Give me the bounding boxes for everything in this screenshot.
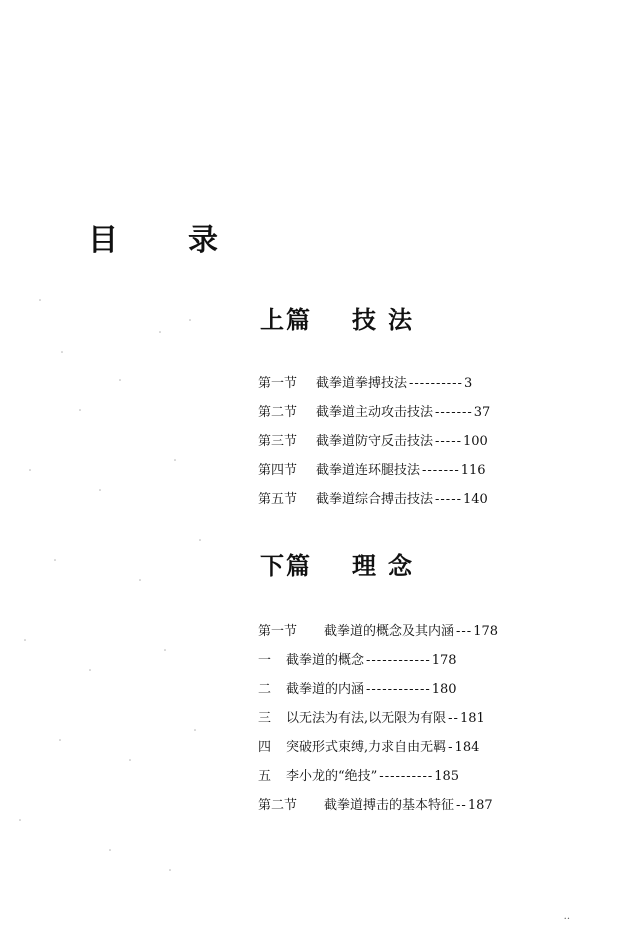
entry-page: 178 <box>431 653 457 668</box>
entry-number: 四 <box>258 740 272 755</box>
entry-title: 截拳道的内涵 <box>286 682 365 697</box>
entry-title: 截拳道主动攻击技法 <box>316 405 434 420</box>
entry-title: 截拳道的概念及其内涵 <box>324 624 455 639</box>
entry-page: 185 <box>434 769 460 784</box>
footer-mark: .. <box>563 911 570 922</box>
entry-number: 第二节 <box>258 798 298 813</box>
entry-number: 二 <box>258 682 272 697</box>
toc-entry[interactable] <box>258 678 578 707</box>
entry-page: 37 <box>473 405 491 420</box>
entry-title: 截拳道拳搏技法 <box>316 376 408 391</box>
toc-entry[interactable] <box>258 488 578 517</box>
part2-heading <box>260 546 424 581</box>
title-char-right: 录 <box>188 223 218 258</box>
part1-list <box>258 372 578 517</box>
entry-number: 第一节 <box>258 376 298 391</box>
entry-title: 以无法为有法,以无限为有限 <box>286 711 447 726</box>
entry-number: 第一节 <box>258 624 298 639</box>
toc-entry[interactable] <box>258 620 578 649</box>
entry-leader: -- <box>456 798 467 813</box>
toc-entry[interactable] <box>258 649 578 678</box>
toc-entry[interactable] <box>258 707 578 736</box>
entry-leader: ------------ <box>366 682 431 697</box>
entry-leader: ---------- <box>409 376 463 391</box>
entry-leader: -- <box>448 711 459 726</box>
entry-number: 三 <box>258 711 272 726</box>
entry-leader: ------------ <box>366 653 431 668</box>
entry-number: 一 <box>258 653 272 668</box>
entry-page: 180 <box>431 682 457 697</box>
entry-page: 3 <box>463 376 473 391</box>
entry-leader: ---------- <box>379 769 434 784</box>
entry-title: 截拳道搏击的基本特征 <box>324 798 455 813</box>
entry-number: 第四节 <box>258 463 298 478</box>
entry-leader: ------- <box>422 463 460 478</box>
entry-number: 五 <box>258 769 272 784</box>
entry-title: 李小龙的“绝技” <box>286 769 378 784</box>
entry-title: 截拳道的概念 <box>286 653 365 668</box>
entry-page: 100 <box>462 434 488 449</box>
toc-entry[interactable] <box>258 736 578 765</box>
entry-leader: - <box>448 740 454 755</box>
entry-page: 187 <box>467 798 493 813</box>
entry-title: 截拳道综合搏击技法 <box>316 492 434 507</box>
entry-title: 突破形式束缚,力求自由无羁 <box>286 740 447 755</box>
entry-leader: ------- <box>435 405 473 420</box>
toc-entry[interactable] <box>258 794 578 823</box>
part2-list <box>258 620 578 823</box>
page-title <box>88 214 218 260</box>
toc-entry[interactable] <box>258 372 578 401</box>
entry-leader: ----- <box>435 434 462 449</box>
toc-entry[interactable] <box>258 459 578 488</box>
toc-entry[interactable] <box>258 765 578 794</box>
part2-label-left: 下篇 <box>260 552 312 580</box>
toc-entry[interactable] <box>258 430 578 459</box>
entry-number: 第五节 <box>258 492 298 507</box>
title-char-left: 目 <box>88 223 118 258</box>
entry-page: 178 <box>473 624 499 639</box>
entry-title: 截拳道防守反击技法 <box>316 434 434 449</box>
part1-label-right: 技法 <box>352 306 424 334</box>
entry-leader: --- <box>456 624 473 639</box>
entry-number: 第二节 <box>258 405 298 420</box>
entry-page: 184 <box>454 740 480 755</box>
bleed-through-dots <box>0 260 230 900</box>
entry-leader: ----- <box>435 492 462 507</box>
entry-page: 181 <box>459 711 485 726</box>
entry-page: 116 <box>460 463 486 478</box>
entry-number: 第三节 <box>258 434 298 449</box>
part1-label-left: 上篇 <box>260 306 312 334</box>
part1-heading <box>260 300 424 335</box>
part2-label-right: 理念 <box>352 552 424 580</box>
entry-title: 截拳道连环腿技法 <box>316 463 421 478</box>
entry-page: 140 <box>462 492 488 507</box>
toc-entry[interactable] <box>258 401 578 430</box>
